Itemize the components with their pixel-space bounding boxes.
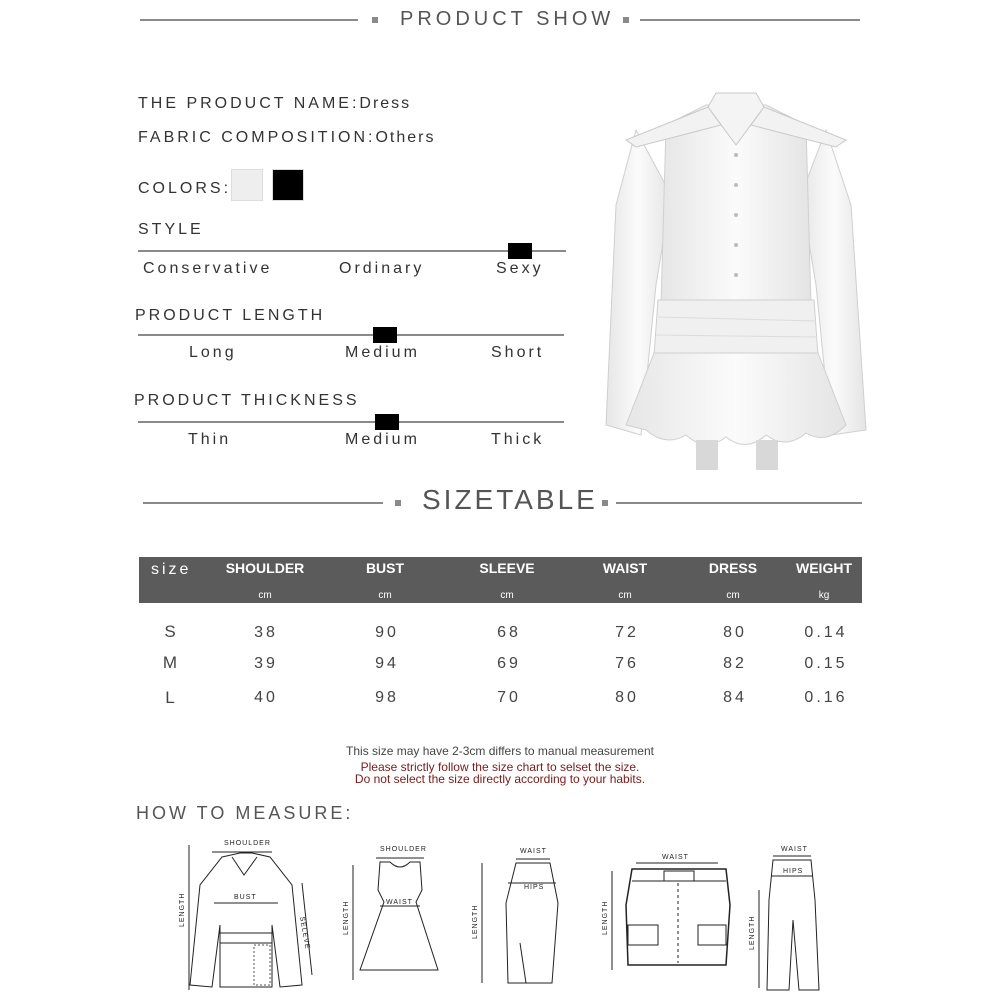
size-table-header — [139, 557, 862, 603]
table-cell: 39 — [254, 655, 278, 672]
style-option-ordinary: Ordinary — [339, 260, 425, 277]
unit-dress: cm — [726, 590, 740, 601]
pants-length-label: LENGTH — [749, 915, 756, 950]
style-option-conservative: Conservative — [143, 260, 273, 277]
how-to-measure-title: HOW TO MEASURE: — [136, 803, 354, 823]
measure-diagram-shorts — [598, 845, 738, 980]
length-track — [138, 334, 564, 336]
unit-waist: cm — [618, 590, 632, 601]
style-title: STYLE — [138, 221, 204, 238]
fabric-label: FABRIC COMPOSITION: — [138, 129, 376, 146]
column-waist: WAIST — [602, 560, 648, 576]
table-cell: 0.15 — [804, 655, 848, 672]
table-cell: 76 — [615, 655, 639, 672]
divider-left — [140, 19, 358, 21]
length-label: LENGTH — [179, 892, 186, 927]
skirt-length-label: LENGTH — [472, 904, 479, 939]
table-cell: 80 — [615, 689, 639, 706]
column-dress: DRESS — [708, 560, 758, 576]
table-cell: 82 — [723, 655, 747, 672]
row-size-m: M — [162, 653, 178, 672]
note-do-not-select: Do not select the size directly according to your habits. — [354, 772, 646, 786]
table-cell: 72 — [615, 624, 639, 641]
unit-weight: kg — [818, 590, 830, 601]
column-shoulder: SHOULDER — [225, 560, 305, 576]
table-cell: 69 — [497, 655, 521, 672]
note-measurement: This size may have 2-3cm differs to manual measurement — [346, 744, 654, 758]
thickness-title: PRODUCT THICKNESS — [134, 392, 360, 409]
column-weight: WEIGHT — [796, 560, 852, 576]
section-title-sizetable: SIZETABLE — [422, 484, 598, 515]
sizetable-divider-right — [616, 502, 862, 504]
fabric-row — [138, 129, 435, 147]
length-option-short: Short — [491, 344, 545, 361]
product-name-value: Dress — [359, 95, 412, 112]
sizetable-dot-right — [602, 500, 608, 506]
thickness-marker — [375, 414, 399, 430]
color-swatch-black[interactable] — [272, 169, 304, 201]
section-title-product-show: PRODUCT SHOW — [400, 8, 615, 30]
dress-shoulder-label: SHOULDER — [380, 846, 427, 853]
length-option-long: Long — [189, 344, 237, 361]
dress-length-label: LENGTH — [343, 900, 350, 935]
unit-sleeve: cm — [500, 590, 514, 601]
table-cell: 94 — [375, 655, 399, 672]
table-cell: 70 — [497, 689, 521, 706]
column-bust: BUST — [365, 560, 405, 576]
thickness-track — [138, 421, 564, 423]
table-cell: 68 — [497, 624, 521, 641]
measure-diagram-pants — [745, 840, 835, 995]
table-cell: 0.14 — [804, 624, 848, 641]
thickness-option-thick: Thick — [491, 431, 545, 448]
measure-diagram-jacket — [172, 835, 322, 995]
shoulder-label: SHOULDER — [224, 840, 271, 847]
unit-bust: cm — [378, 590, 392, 601]
table-cell: 84 — [723, 689, 747, 706]
shorts-waist-label: WAIST — [662, 854, 689, 861]
sleeve-label: SELEVE — [298, 916, 311, 951]
length-title: PRODUCT LENGTH — [135, 307, 326, 324]
measure-diagram-dress — [338, 840, 448, 990]
sizetable-divider-left — [143, 502, 383, 504]
pants-hips-label: HIPS — [783, 868, 804, 875]
note-follow-chart: Please strictly follow the size chart to selset the size. — [360, 760, 640, 774]
skirt-waist-label: WAIST — [520, 848, 547, 855]
table-cell: 0.16 — [804, 689, 848, 706]
length-marker — [373, 327, 397, 343]
fabric-value: Others — [375, 129, 436, 146]
product-image-dress — [596, 85, 876, 470]
row-size-l: L — [165, 688, 175, 707]
style-track — [138, 250, 566, 252]
shorts-length-label: LENGTH — [602, 900, 609, 935]
unit-shoulder: cm — [258, 590, 272, 601]
length-option-medium: Medium — [345, 344, 420, 361]
table-cell: 98 — [375, 689, 399, 706]
measure-diagram-skirt — [468, 843, 578, 993]
table-cell: 80 — [723, 624, 747, 641]
style-option-sexy: Sexy — [496, 260, 544, 277]
column-sleeve: SLEEVE — [479, 560, 535, 576]
product-name-label: THE PRODUCT NAME: — [138, 95, 360, 112]
thickness-option-thin: Thin — [188, 431, 232, 448]
table-cell: 38 — [254, 624, 278, 641]
divider-dot-right — [623, 17, 629, 23]
style-marker — [508, 243, 532, 259]
divider-right — [640, 19, 860, 21]
size-column-header: size — [151, 561, 192, 578]
thickness-option-medium: Medium — [345, 431, 420, 448]
dress-waist-label: WAIST — [386, 899, 413, 906]
product-name-row — [138, 95, 411, 113]
row-size-s: S — [164, 622, 176, 641]
table-cell: 40 — [254, 689, 278, 706]
bust-label: BUST — [234, 894, 257, 901]
color-swatch-white[interactable] — [231, 169, 263, 201]
table-cell: 90 — [375, 624, 399, 641]
skirt-hips-label: HIPS — [524, 884, 545, 891]
pants-waist-label: WAIST — [781, 846, 808, 853]
colors-label: COLORS: — [138, 180, 232, 197]
sizetable-dot-left — [395, 500, 401, 506]
divider-dot-left — [372, 17, 378, 23]
